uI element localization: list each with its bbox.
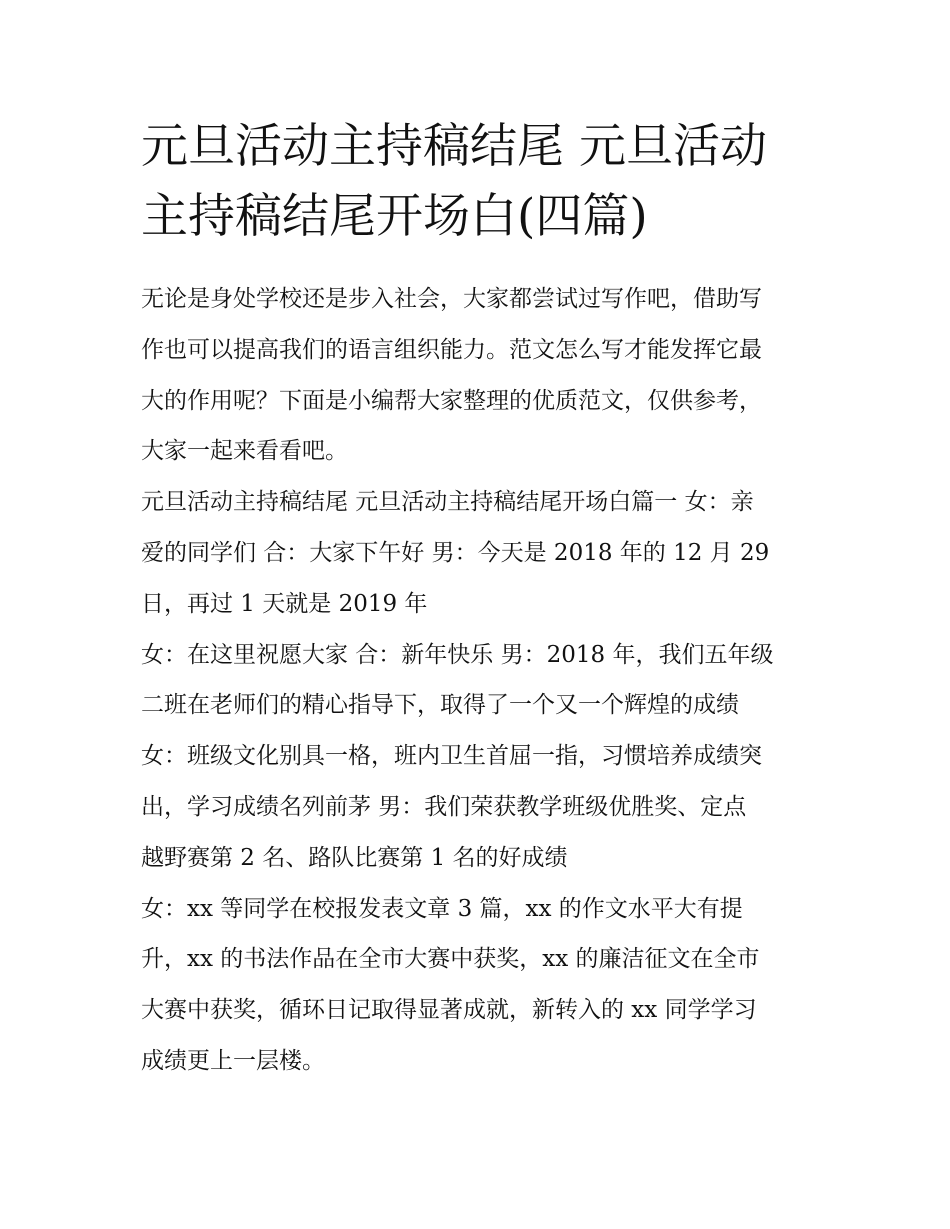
- text-line: 二班在老师们的精心指导下，取得了一个又一个辉煌的成绩: [141, 692, 739, 719]
- paragraph-awards: [141, 884, 821, 1087]
- text-line: 元旦活动主持稿结尾 元旦活动主持稿结尾开场白篇一 女：亲: [141, 489, 754, 516]
- text-line: 无论是身处学校还是步入社会，大家都尝试过写作吧，借助写: [141, 286, 762, 312]
- paragraph-opening: [141, 477, 821, 629]
- text-line: 大的作用呢？下面是小编帮大家整理的优质范文，仅供参考，: [141, 387, 762, 414]
- document-body: [141, 274, 821, 1087]
- title-line: 主持稿结尾开场白(四篇): [141, 189, 648, 244]
- text-line: 爱的同学们 合：大家下午好 男：今天是 2018 年的 12 月 29: [141, 539, 770, 566]
- text-line: 女：班级文化别具一格，班内卫生首屈一指，习惯培养成绩突: [141, 743, 762, 770]
- paragraph-greeting: [141, 630, 821, 732]
- text-line: 女：xx 等同学在校报发表文章 3 篇，xx 的作文水平大有提: [141, 895, 743, 922]
- text-line: 成绩更上一层楼。: [141, 1047, 325, 1074]
- title-line: 元旦活动主持稿结尾 元旦活动: [141, 119, 767, 174]
- paragraph-intro: [141, 274, 821, 477]
- text-line: 越野赛第 2 名、路队比赛第 1 名的好成绩: [141, 844, 568, 871]
- text-line: 日，再过 1 天就是 2019 年: [141, 590, 428, 617]
- text-line: 作也可以提高我们的语言组织能力。范文怎么写才能发挥它最: [141, 336, 762, 363]
- text-line: 升，xx 的书法作品在全市大赛中获奖，xx 的廉洁征文在全市: [141, 946, 760, 973]
- text-line: 大家一起来看看吧。: [141, 438, 348, 465]
- document-content: [141, 112, 821, 1087]
- text-line: 出，学习成绩名列前茅 男：我们荣获教学班级优胜奖、定点: [141, 793, 747, 820]
- text-line: 大赛中获奖，循环日记取得显著成就，新转入的 xx 同学学习: [141, 997, 757, 1024]
- paragraph-achievements: [141, 731, 821, 883]
- document-title: [141, 112, 821, 252]
- text-line: 女：在这里祝愿大家 合：新年快乐 男：2018 年，我们五年级: [141, 641, 774, 668]
